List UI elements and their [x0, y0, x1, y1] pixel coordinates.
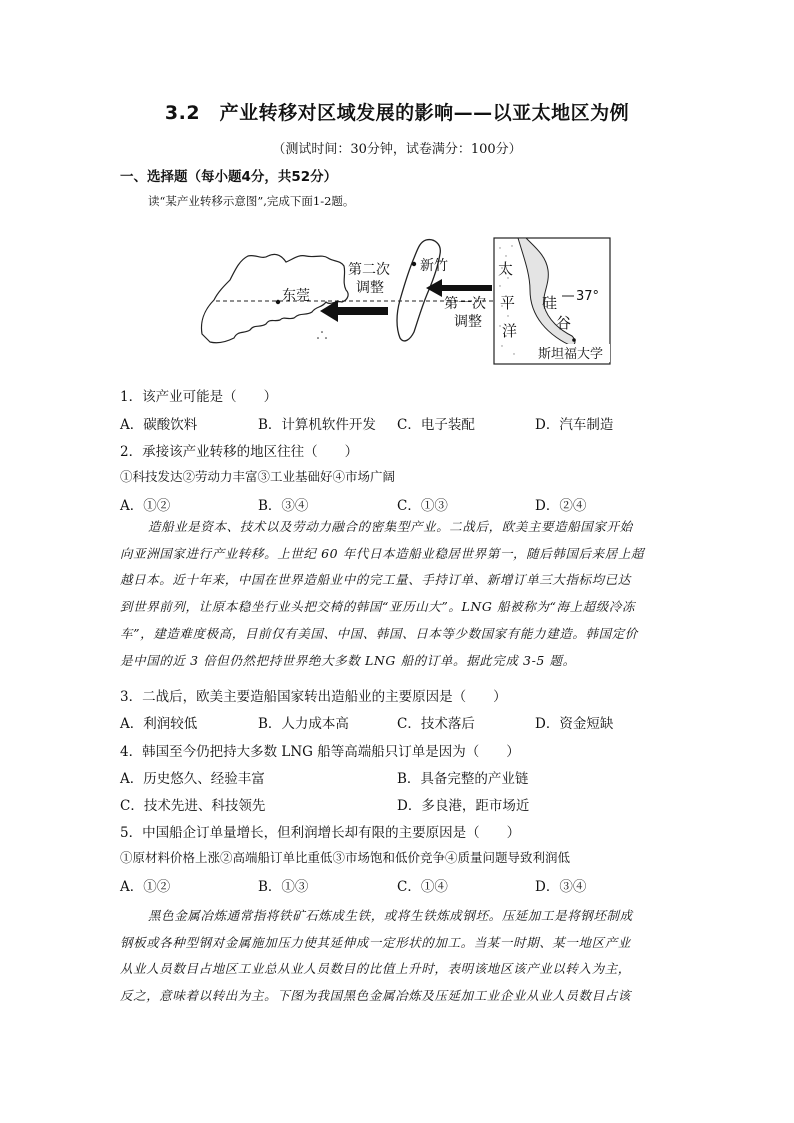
passage2-line: 从业人员数目占地区工业总从业人员数目的比值上升时，表明该地区该产业以转入为主，	[120, 961, 631, 977]
q5-option-d[interactable]: D．③④	[535, 879, 587, 895]
q5-option-b[interactable]: B．①③	[258, 879, 309, 895]
pacific-label-3: 洋	[502, 322, 518, 340]
page-title: 3.2 产业转移对区域发展的影响——以亚太地区为例	[164, 102, 630, 124]
passage1-line: 是中国的近 3 倍但仍然把持世界绝大多数 LNG 船的订单。据此完成 3-5 题。	[120, 652, 576, 668]
q1-option-c[interactable]: C．电子装配	[397, 417, 475, 433]
q4-option-a[interactable]: A．历史悠久、经验丰富	[120, 771, 265, 787]
page-subtitle: （测试时间：30分钟，试卷满分：100分）	[272, 142, 522, 157]
q1-option-a[interactable]: A．碳酸饮料	[120, 417, 198, 433]
q5-items: ①原材料价格上涨②高端船订单比重低③市场饱和低价竞争④质量问题导致利润低	[120, 850, 571, 865]
passage1-line: 到世界前列，让原本稳坐行业头把交椅的韩国“亚历山大”。LNG 船被称为“海上超级冷冻	[120, 599, 636, 615]
q3-option-c[interactable]: C．技术落后	[397, 716, 475, 732]
stanford-label: 斯坦福大学	[538, 347, 604, 362]
passage2-line: 反之，意味着以转出为主。下图为我国黑色金属冶炼及压延加工业企业从业人员数目占该	[120, 988, 631, 1004]
q2-items: ①科技发达②劳动力丰富③工业基础好④市场广阔	[120, 469, 396, 484]
xinzhu-label: 新竹	[420, 258, 448, 274]
passage-shipbuilding	[120, 514, 675, 674]
q1-stem: 1．该产业可能是（ ）	[120, 389, 278, 405]
q4-option-c[interactable]: C．技术先进、科技领先	[120, 798, 266, 814]
q2-option-d[interactable]: D．②④	[535, 498, 587, 514]
mainland-coast	[202, 254, 349, 342]
q1-option-d[interactable]: D．汽车制造	[535, 417, 614, 433]
q3-option-b[interactable]: B．人力成本高	[258, 716, 349, 732]
q5-option-a[interactable]: A．①②	[120, 879, 171, 895]
passage-ferrous-metal	[120, 903, 675, 1010]
q1-option-b[interactable]: B．计算机软件开发	[258, 417, 376, 433]
pacific-label-1: 太	[498, 260, 514, 278]
q4-stem: 4．韩国至今仍把持大多数 LNG 船等高端船只订单是因为（ ）	[120, 744, 520, 760]
q3-stem: 3．二战后，欧美主要造船国家转出造船业的主要原因是（ ）	[120, 689, 507, 705]
intro-text: 读“某产业转移示意图”,完成下面1-2题。	[148, 194, 355, 208]
passage1-line: 越日本。近十年来，中国在世界造船业中的完工量、手持订单、新增订单三大指标均已达	[120, 572, 631, 588]
q2-option-b[interactable]: B．③④	[258, 498, 309, 514]
passage1-line: 向亚洲国家进行产业转移。上世纪 60 年代日本造船业稳居世界第一，随后韩国后来居上超	[120, 545, 645, 561]
q4-option-d[interactable]: D．多良港，距市场近	[397, 798, 530, 814]
stanford-point	[572, 338, 576, 342]
section-heading: 一、选择题（每小题4分，共52分）	[120, 169, 338, 185]
q2-option-a[interactable]: A．①②	[120, 498, 171, 514]
q4-option-b[interactable]: B．具备完整的产业链	[397, 771, 529, 787]
q5-option-c[interactable]: C．①④	[397, 879, 448, 895]
silicon-label-2: 谷	[556, 314, 572, 332]
dongguan-point	[276, 300, 280, 304]
q5-stem: 5．中国船企订单量增长，但利润增长却有限的主要原因是（ ）	[120, 825, 521, 841]
xinzhu-point	[412, 262, 416, 266]
pacific-label-2: 平	[500, 294, 516, 312]
industry-transfer-map	[196, 234, 614, 366]
q3-option-d[interactable]: D．资金短缺	[535, 716, 614, 732]
first-adjust-label-2: 调整	[454, 314, 482, 330]
first-adjust-arrow	[426, 279, 492, 297]
dongguan-label: 东莞	[282, 288, 310, 304]
silicon-label-1: 硅	[542, 294, 558, 312]
latitude-label: 37°	[576, 289, 600, 304]
second-adjust-label-2: 调整	[356, 280, 384, 296]
second-adjust-label-1: 第二次	[348, 262, 390, 278]
passage1-line: 车”，建造难度极高，目前仅有美国、中国、韩国、日本等少数国家有能力建造。韩国定价	[120, 625, 638, 641]
q3-option-a[interactable]: A．利润较低	[120, 716, 198, 732]
passage2-line: 黑色金属冶炼通常指将铁矿石炼成生铁，或将生铁炼成钢坯。压延加工是将钢坯制成	[148, 908, 633, 923]
first-adjust-label-1: 第一次	[444, 296, 486, 312]
q2-stem: 2．承接该产业转移的地区往往（ ）	[120, 444, 359, 460]
passage1-line: 造船业是资本、技术以及劳动力融合的密集型产业。二战后，欧美主要造船国家开始	[148, 519, 633, 534]
passage2-line: 钢板或各种型钢对金属施加压力使其延伸成一定形状的加工。当某一时期、某一地区产业	[120, 934, 631, 950]
q2-option-c[interactable]: C．①③	[397, 498, 448, 514]
